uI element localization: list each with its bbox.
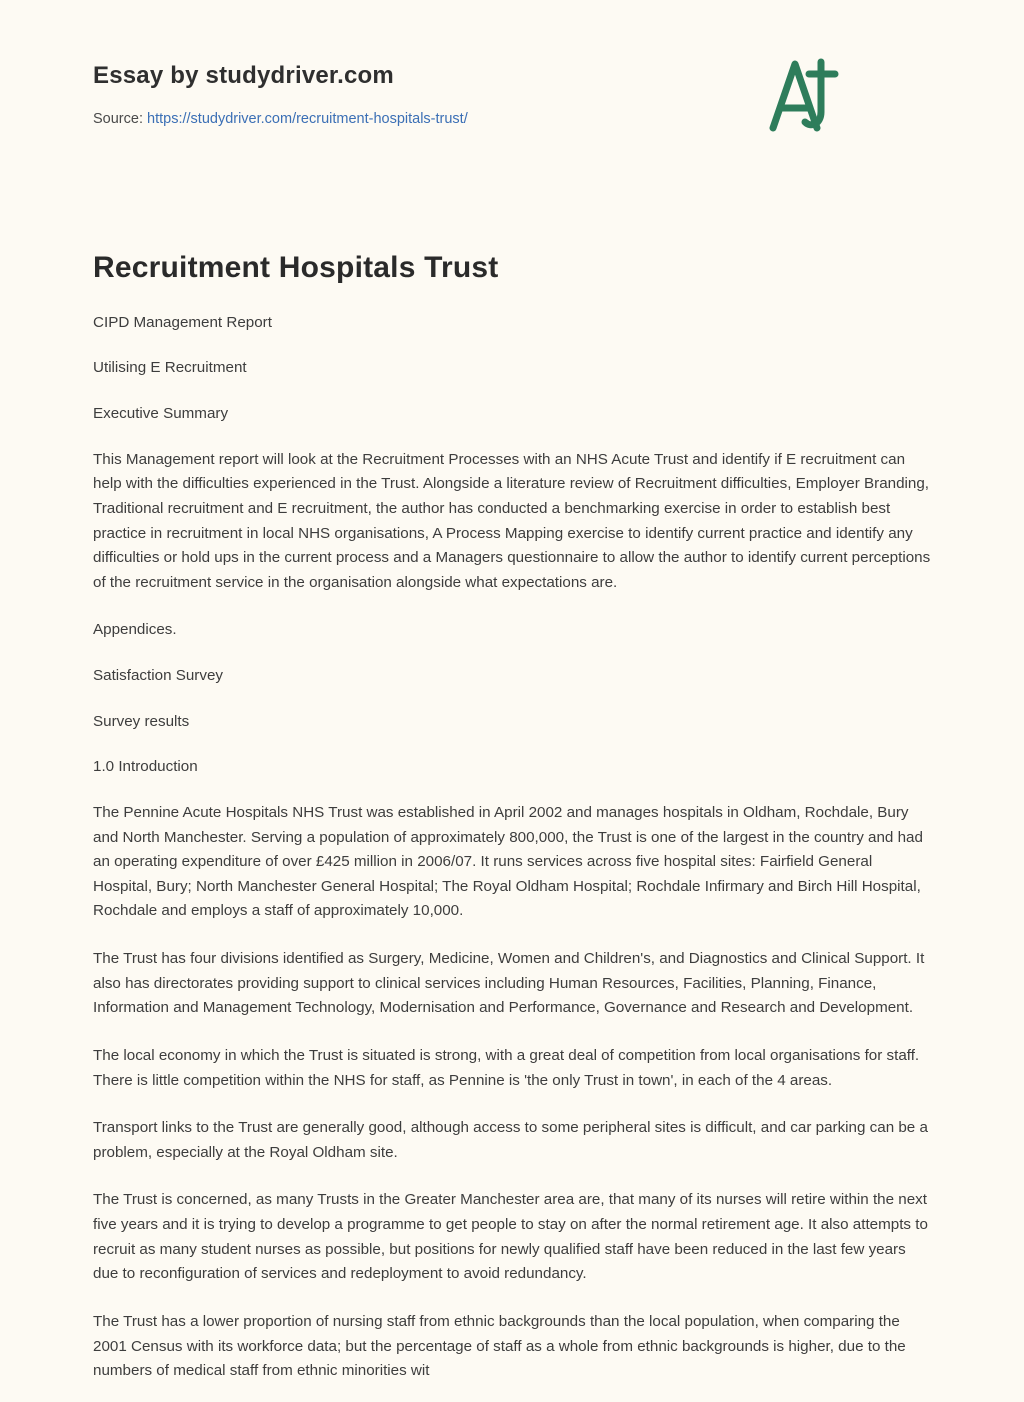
- paragraph: Survey results: [93, 712, 190, 730]
- paragraph: Transport links to the Trust are generally good, although access to some peripheral sites is difficult, and car parking can be a problem, especially at the Royal Oldham site.: [93, 1119, 928, 1161]
- source-label: Source:: [93, 110, 143, 127]
- paragraph: Utilising E Recruitment: [93, 359, 247, 377]
- page-header: [93, 0, 931, 127]
- paragraph: The Trust has a lower proportion of nursing staff from ethnic backgrounds than the local population, when comparing the 2001 Census with its workforce data; but the percentage of staff as a whole from ethnic backgrounds is higher, due to the numbers of medical staff from ethnic minorities wit: [93, 1312, 906, 1380]
- site-brand: Essay by studydriver.com: [93, 62, 394, 89]
- studydriver-logo-icon: [743, 48, 853, 143]
- paragraph: The Pennine Acute Hospitals NHS Trust was established in April 2002 and manages hospitals in Oldham, Rochdale, Bury and North Manchester. Serving a population of approximately 800,000, the Trust is one of the largest in the country and had an operating expenditure of over £425 million in 2006/07. It runs services across five hospital sites: Fairfield General Hospital, Bury; North Manchester General Hospital; The Royal Oldham Hospital; Rochdale Infirmary and Birch Hill Hospital, Rochdale and employs a staff of approximately 10,000.: [93, 803, 923, 920]
- paragraph: This Management report will look at the Recruitment Processes with an NHS Acute Trust and identify if E recruitment can help with the difficulties experienced in the Trust. Alongside a literature review of Recruitment difficulties, Employer Branding, Traditional recruitment and E recruitment, the author has conducted a benchmarking exercise in order to establish best practice in recruitment in local NHS organisations, A Process Mapping exercise to identify current practice and identify any difficulties or hold ups in the current process and a Managers questionnaire to allow the author to identify current perceptions of the recruitment service in the organisation alongside what expectations are.: [93, 450, 931, 591]
- paragraph: Satisfaction Survey: [93, 667, 223, 685]
- paragraph: The local economy in which the Trust is situated is strong, with a great deal of competition from local organisations for staff. There is little competition within the NHS for staff, as Pennine is 'the only Trust in town', in each of the 4 areas.: [93, 1046, 920, 1089]
- paragraph: Appendices.: [93, 621, 177, 639]
- paragraph: CIPD Management Report: [93, 313, 272, 331]
- document-body: [93, 285, 931, 1384]
- paragraph: The Trust has four divisions identified as Surgery, Medicine, Women and Children's, and Diagnostics and Clinical Support. It also has directorates providing support to clinical services including Human Resources, Facilities, Planning, Finance, Information and Management Technology, Modernisation and Performance, Governance and Research and Development.: [93, 950, 925, 1017]
- source-link[interactable]: https://studydriver.com/recruitment-hospitals-trust/: [147, 110, 468, 127]
- page-title: Recruitment Hospitals Trust: [93, 250, 499, 284]
- paragraph: 1.0 Introduction: [93, 758, 198, 776]
- paragraph: The Trust is concerned, as many Trusts in the Greater Manchester area are, that many of its nurses will retire within the next five years and it is trying to develop a programme to get people to stay on after the normal retirement age. It also attempts to recruit as many student nurses as possible, but positions for newly qualified staff have been reduced in the last few years due to reconfiguration of services and redeployment to avoid redundancy.: [93, 1191, 928, 1283]
- paragraph: Executive Summary: [93, 405, 229, 423]
